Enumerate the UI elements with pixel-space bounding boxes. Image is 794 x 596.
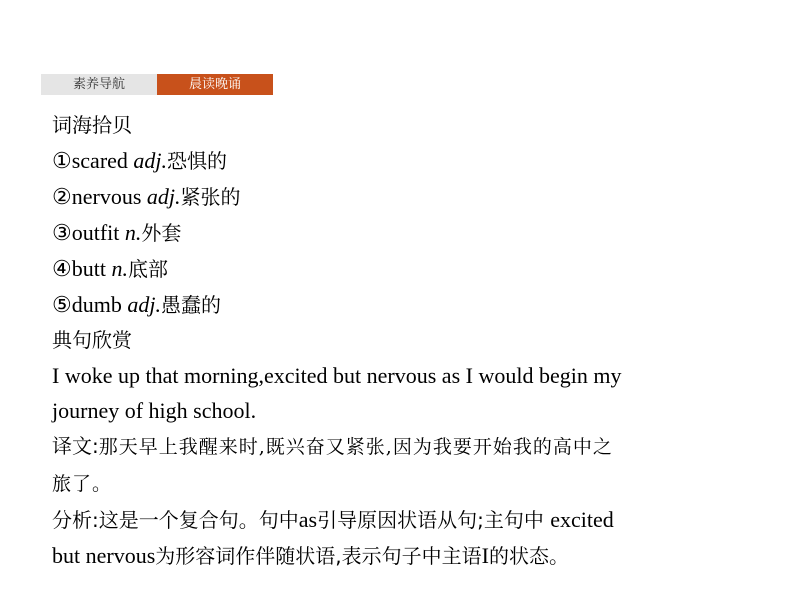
analysis-term: as bbox=[298, 507, 318, 532]
vocab-number: ① bbox=[52, 148, 72, 173]
vocab-item bbox=[52, 143, 752, 179]
analysis-label: 分析: bbox=[52, 508, 99, 532]
vocab-item bbox=[52, 287, 752, 323]
vocab-item bbox=[52, 215, 752, 251]
vocab-number: ④ bbox=[52, 256, 72, 281]
sentence-line-2: journey of high school. bbox=[52, 398, 257, 423]
analysis-term: but nervous bbox=[52, 543, 156, 568]
vocab-meaning: 外套 bbox=[141, 221, 182, 245]
vocab-item bbox=[52, 251, 752, 287]
sentence-heading: 典句欣赏 bbox=[52, 328, 132, 352]
vocab-word: dumb bbox=[71, 292, 128, 317]
translation-label: 译文: bbox=[52, 434, 99, 458]
vocab-pos: n. bbox=[124, 220, 142, 245]
analysis-text: 为形容词作伴随状语,表示句子中主语 bbox=[155, 544, 482, 568]
vocab-meaning: 恐惧的 bbox=[167, 149, 228, 173]
vocab-word: butt bbox=[71, 256, 112, 281]
vocab-pos: adj. bbox=[146, 184, 181, 209]
sentence-line-1: I woke up that morning,excited but nervous as I would begin my bbox=[52, 363, 622, 388]
vocab-number: ⑤ bbox=[52, 292, 72, 317]
tab-morning-reading[interactable]: 晨读晚诵 bbox=[157, 74, 273, 95]
analysis-term: I bbox=[481, 543, 489, 568]
vocab-item bbox=[52, 179, 752, 215]
translation-text: 旅了。 bbox=[52, 473, 113, 495]
vocab-word: nervous bbox=[71, 184, 147, 209]
translation-line-1 bbox=[52, 428, 752, 465]
vocab-meaning: 底部 bbox=[127, 257, 168, 281]
analysis-text: 的状态。 bbox=[488, 544, 569, 568]
translation-text: 那天早上我醒来时,既兴奋又紧张,因为我要开始我的高中之 bbox=[98, 436, 613, 458]
analysis-text: 这是一个复合句。句中 bbox=[98, 508, 299, 532]
analysis-term: excited bbox=[550, 507, 614, 532]
tab-literacy-guide[interactable]: 素养导航 bbox=[41, 74, 157, 95]
vocab-number: ② bbox=[52, 184, 72, 209]
vocab-word: scared bbox=[71, 148, 134, 173]
vocab-pos: adj. bbox=[127, 292, 161, 317]
vocab-pos: adj. bbox=[133, 148, 168, 173]
section-tabs bbox=[41, 74, 273, 95]
vocab-meaning: 愚蠢的 bbox=[160, 293, 221, 317]
vocab-heading: 词海拾贝 bbox=[52, 113, 132, 137]
vocab-meaning: 紧张的 bbox=[180, 185, 241, 209]
translation-line-2 bbox=[52, 465, 752, 502]
analysis-line-2 bbox=[52, 538, 752, 574]
vocab-word: outfit bbox=[71, 220, 125, 245]
analysis-line-1 bbox=[52, 502, 752, 538]
analysis-text: 引导原因状语从句;主句中 bbox=[317, 508, 551, 532]
lesson-content bbox=[52, 108, 752, 574]
vocab-number: ③ bbox=[52, 220, 72, 245]
vocab-pos: n. bbox=[111, 256, 128, 281]
